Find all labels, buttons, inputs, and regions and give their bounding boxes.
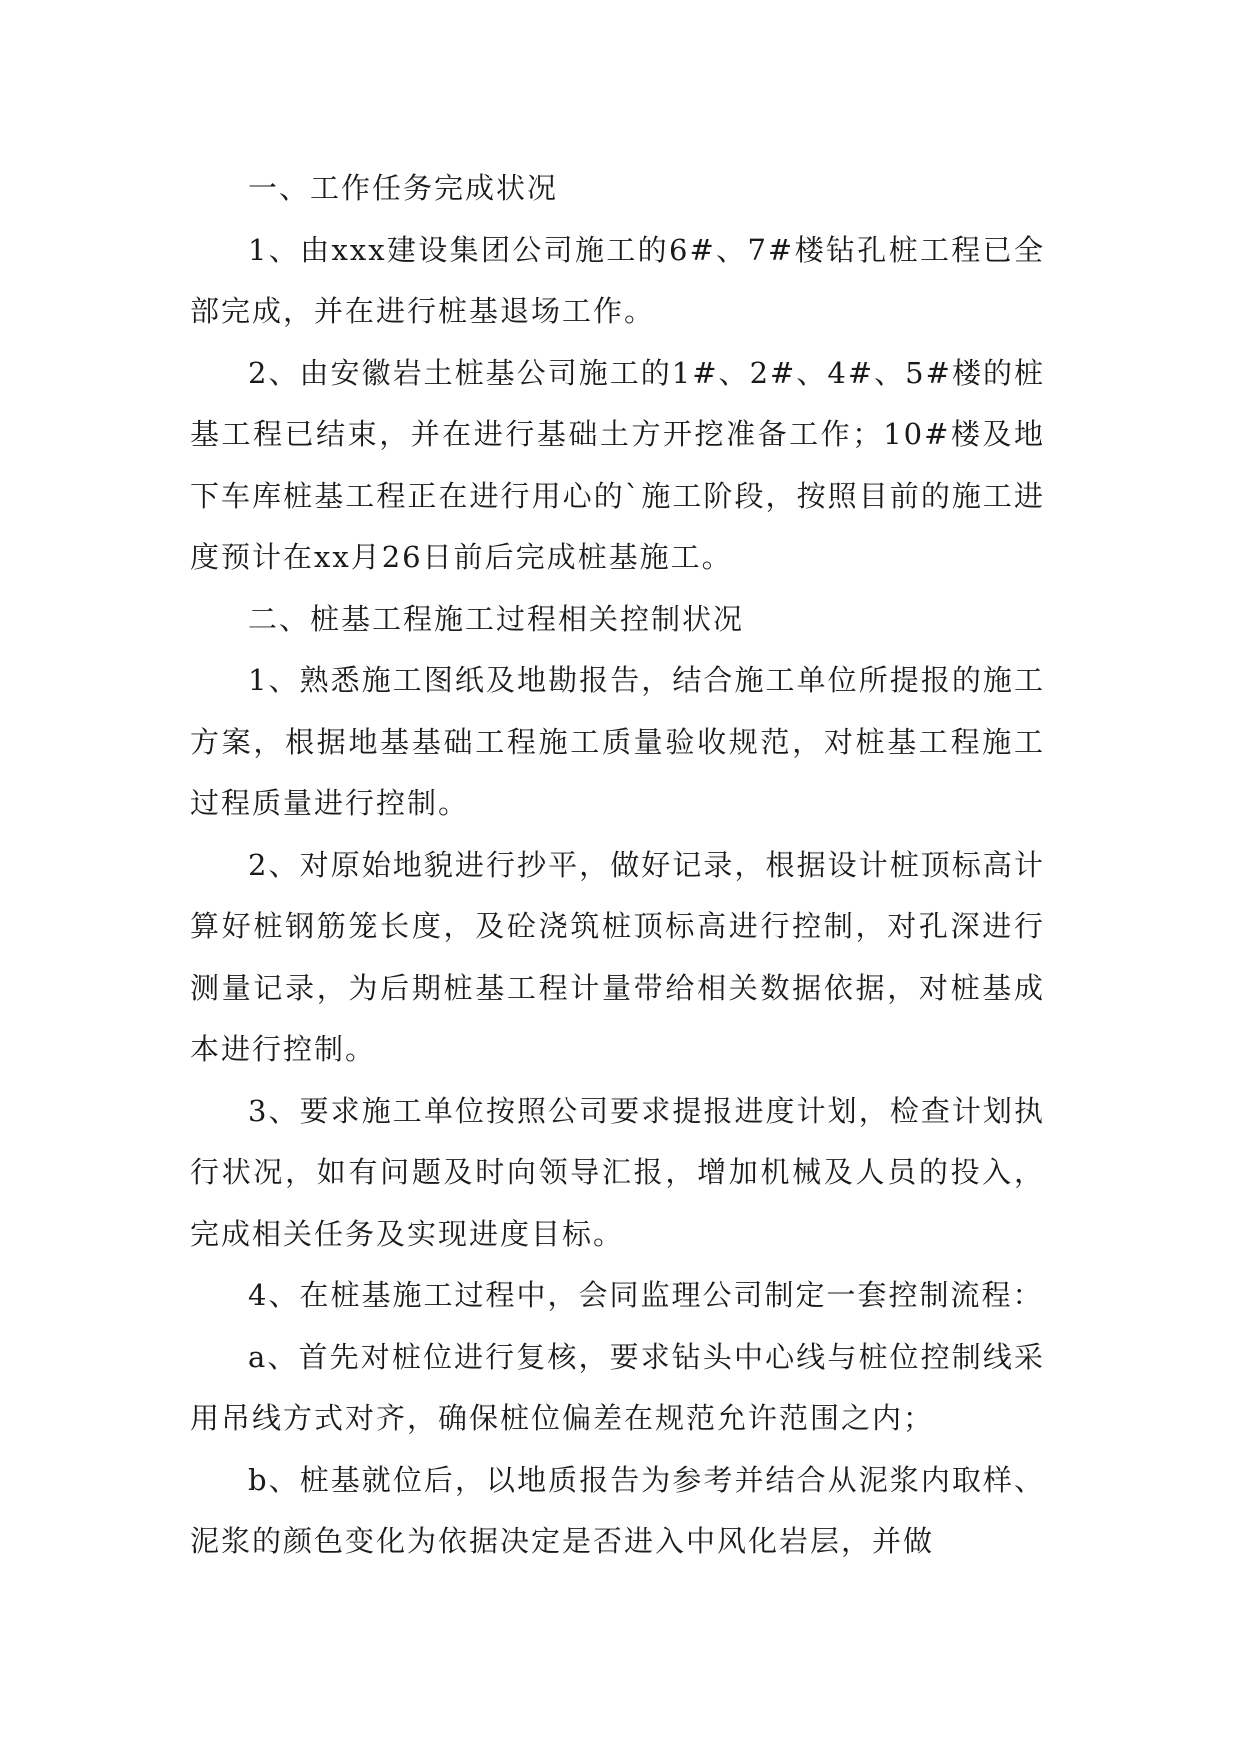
section-heading-1: 一、工作任务完成状况: [248, 171, 559, 205]
paragraph-2-2: 2、对原始地貌进行抄平，做好记录，根据设计桩顶标高计算好桩钢筋笼长度，及砼浇筑桩顶标高进行控制，对孔深进行测量记录，为后期桩基工程计量带给相关数据依据，对桩基成本进行控制。: [190, 847, 1045, 1066]
paragraph-2-4: 4、在桩基施工过程中，会同监理公司制定一套控制流程：: [248, 1278, 1044, 1312]
document-body: [190, 158, 1045, 1573]
paragraph-2-3: 3、要求施工单位按照公司要求提报进度计划，检查计划执行状况，如有问题及时向领导汇报，增加机械及人员的投入，完成相关任务及实现进度目标。: [190, 1093, 1045, 1251]
paragraph-1-1: 1、由xxx建设集团公司施工的6#、7#楼钻孔桩工程已全部完成，并在进行桩基退场工作。: [190, 232, 1045, 328]
list-item-a: a、首先对桩位进行复核，要求钻头中心线与桩位控制线采用吊线方式对齐，确保桩位偏差在规范允许范围之内；: [190, 1339, 1045, 1435]
section-heading-2: 二、桩基工程施工过程相关控制状况: [248, 601, 745, 636]
paragraph-2-1: 1、熟悉施工图纸及地勘报告，结合施工单位所提报的施工方案，根据地基基础工程施工质量验收规范，对桩基工程施工过程质量进行控制。: [190, 663, 1045, 820]
list-item-b: b、桩基就位后，以地质报告为参考并结合从泥浆内取样、泥浆的颜色变化为依据决定是否进入中风化岩层，并做: [190, 1462, 1045, 1558]
paragraph-1-2: 2、由安徽岩土桩基公司施工的1#、2#、4#、5#楼的桩基工程已结束，并在进行基础土方开挖准备工作；10#楼及地下车库桩基工程正在进行用心的`施工阶段，按照目前的施工进度预计在xx月26日前后完成桩基施工。: [190, 355, 1045, 574]
